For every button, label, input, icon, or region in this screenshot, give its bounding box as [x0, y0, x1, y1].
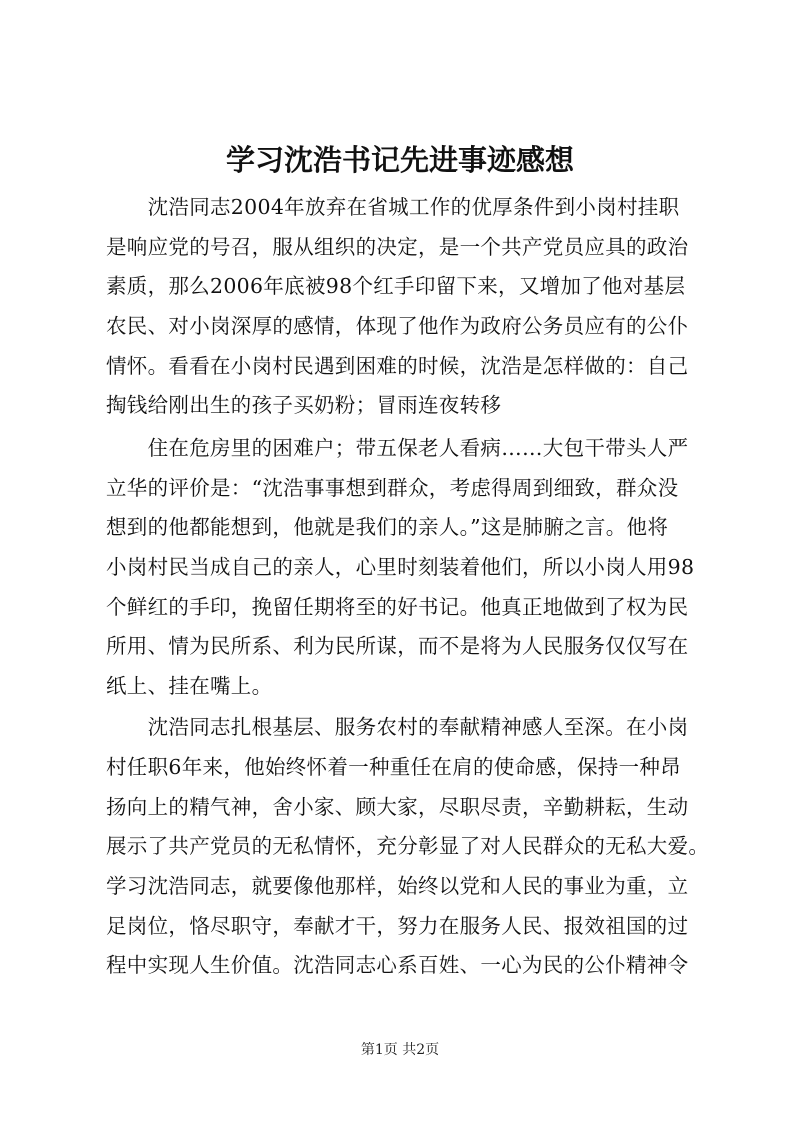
body-line: 所用、情为民所系、利为民所谋，而不是将为人民服务仅仅写在 — [106, 634, 689, 658]
body-line: 足岗位，恪尽职守，奉献才干，努力在服务人民、报效祖国的过 — [106, 914, 689, 938]
body-line: 小岗村民当成自己的亲人，心里时刻装着他们，所以小岗人用98 — [106, 555, 695, 579]
document-title: 学习沈浩书记先进事迹感想 — [225, 143, 574, 177]
page-footer: 第1页 共2页 — [360, 1042, 440, 1058]
body-line: 情怀。看看在小岗村民遇到困难的时候，沈浩是怎样做的：自己 — [106, 354, 689, 378]
body-line: 展示了共产党员的无私情怀，充分彰显了对人民群众的无私大爱。 — [106, 834, 710, 858]
body-line: 村任职6年来，他始终怀着一种重任在肩的使命感，保持一种昂 — [106, 755, 681, 779]
body-line: 沈浩同志2004年放弃在省城工作的优厚条件到小岗村挂职 — [106, 195, 680, 219]
body-line: 想到的他都能想到，他就是我们的亲人。”这是肺腑之言。他将 — [106, 515, 669, 539]
body-line: 素质，那么2006年底被98个红手印留下来，又增加了他对基层 — [106, 274, 686, 298]
body-line: 是响应党的号召，服从组织的决定，是一个共产党员应具的政治 — [106, 235, 689, 259]
body-line: 立华的评价是：“沈浩事事想到群众，考虑得周到细致，群众没 — [106, 476, 679, 500]
body-line: 学习沈浩同志，就要像他那样，始终以党和人民的事业为重，立 — [106, 874, 689, 898]
body-line: 个鲜红的手印，挽留任期将至的好书记。他真正地做到了权为民 — [106, 595, 689, 619]
body-line: 住在危房里的困难户；带五保老人看病……大包干带头人严 — [106, 436, 689, 460]
body-line: 纸上、挂在嘴上。 — [106, 674, 273, 698]
body-line: 掏钱给刚出生的孩子买奶粉；冒雨连夜转移 — [106, 393, 502, 417]
body-line: 程中实现人生价值。沈浩同志心系百姓、一心为民的公仆精神令 — [106, 953, 689, 977]
body-line: 沈浩同志扎根基层、服务农村的奉献精神感人至深。在小岗 — [106, 715, 689, 739]
body-line: 扬向上的精气神，舍小家、顾大家，尽职尽责，辛勤耕耘，生动 — [106, 795, 689, 819]
body-line: 农民、对小岗深厚的感情，体现了他作为政府公务员应有的公仆 — [106, 314, 689, 338]
